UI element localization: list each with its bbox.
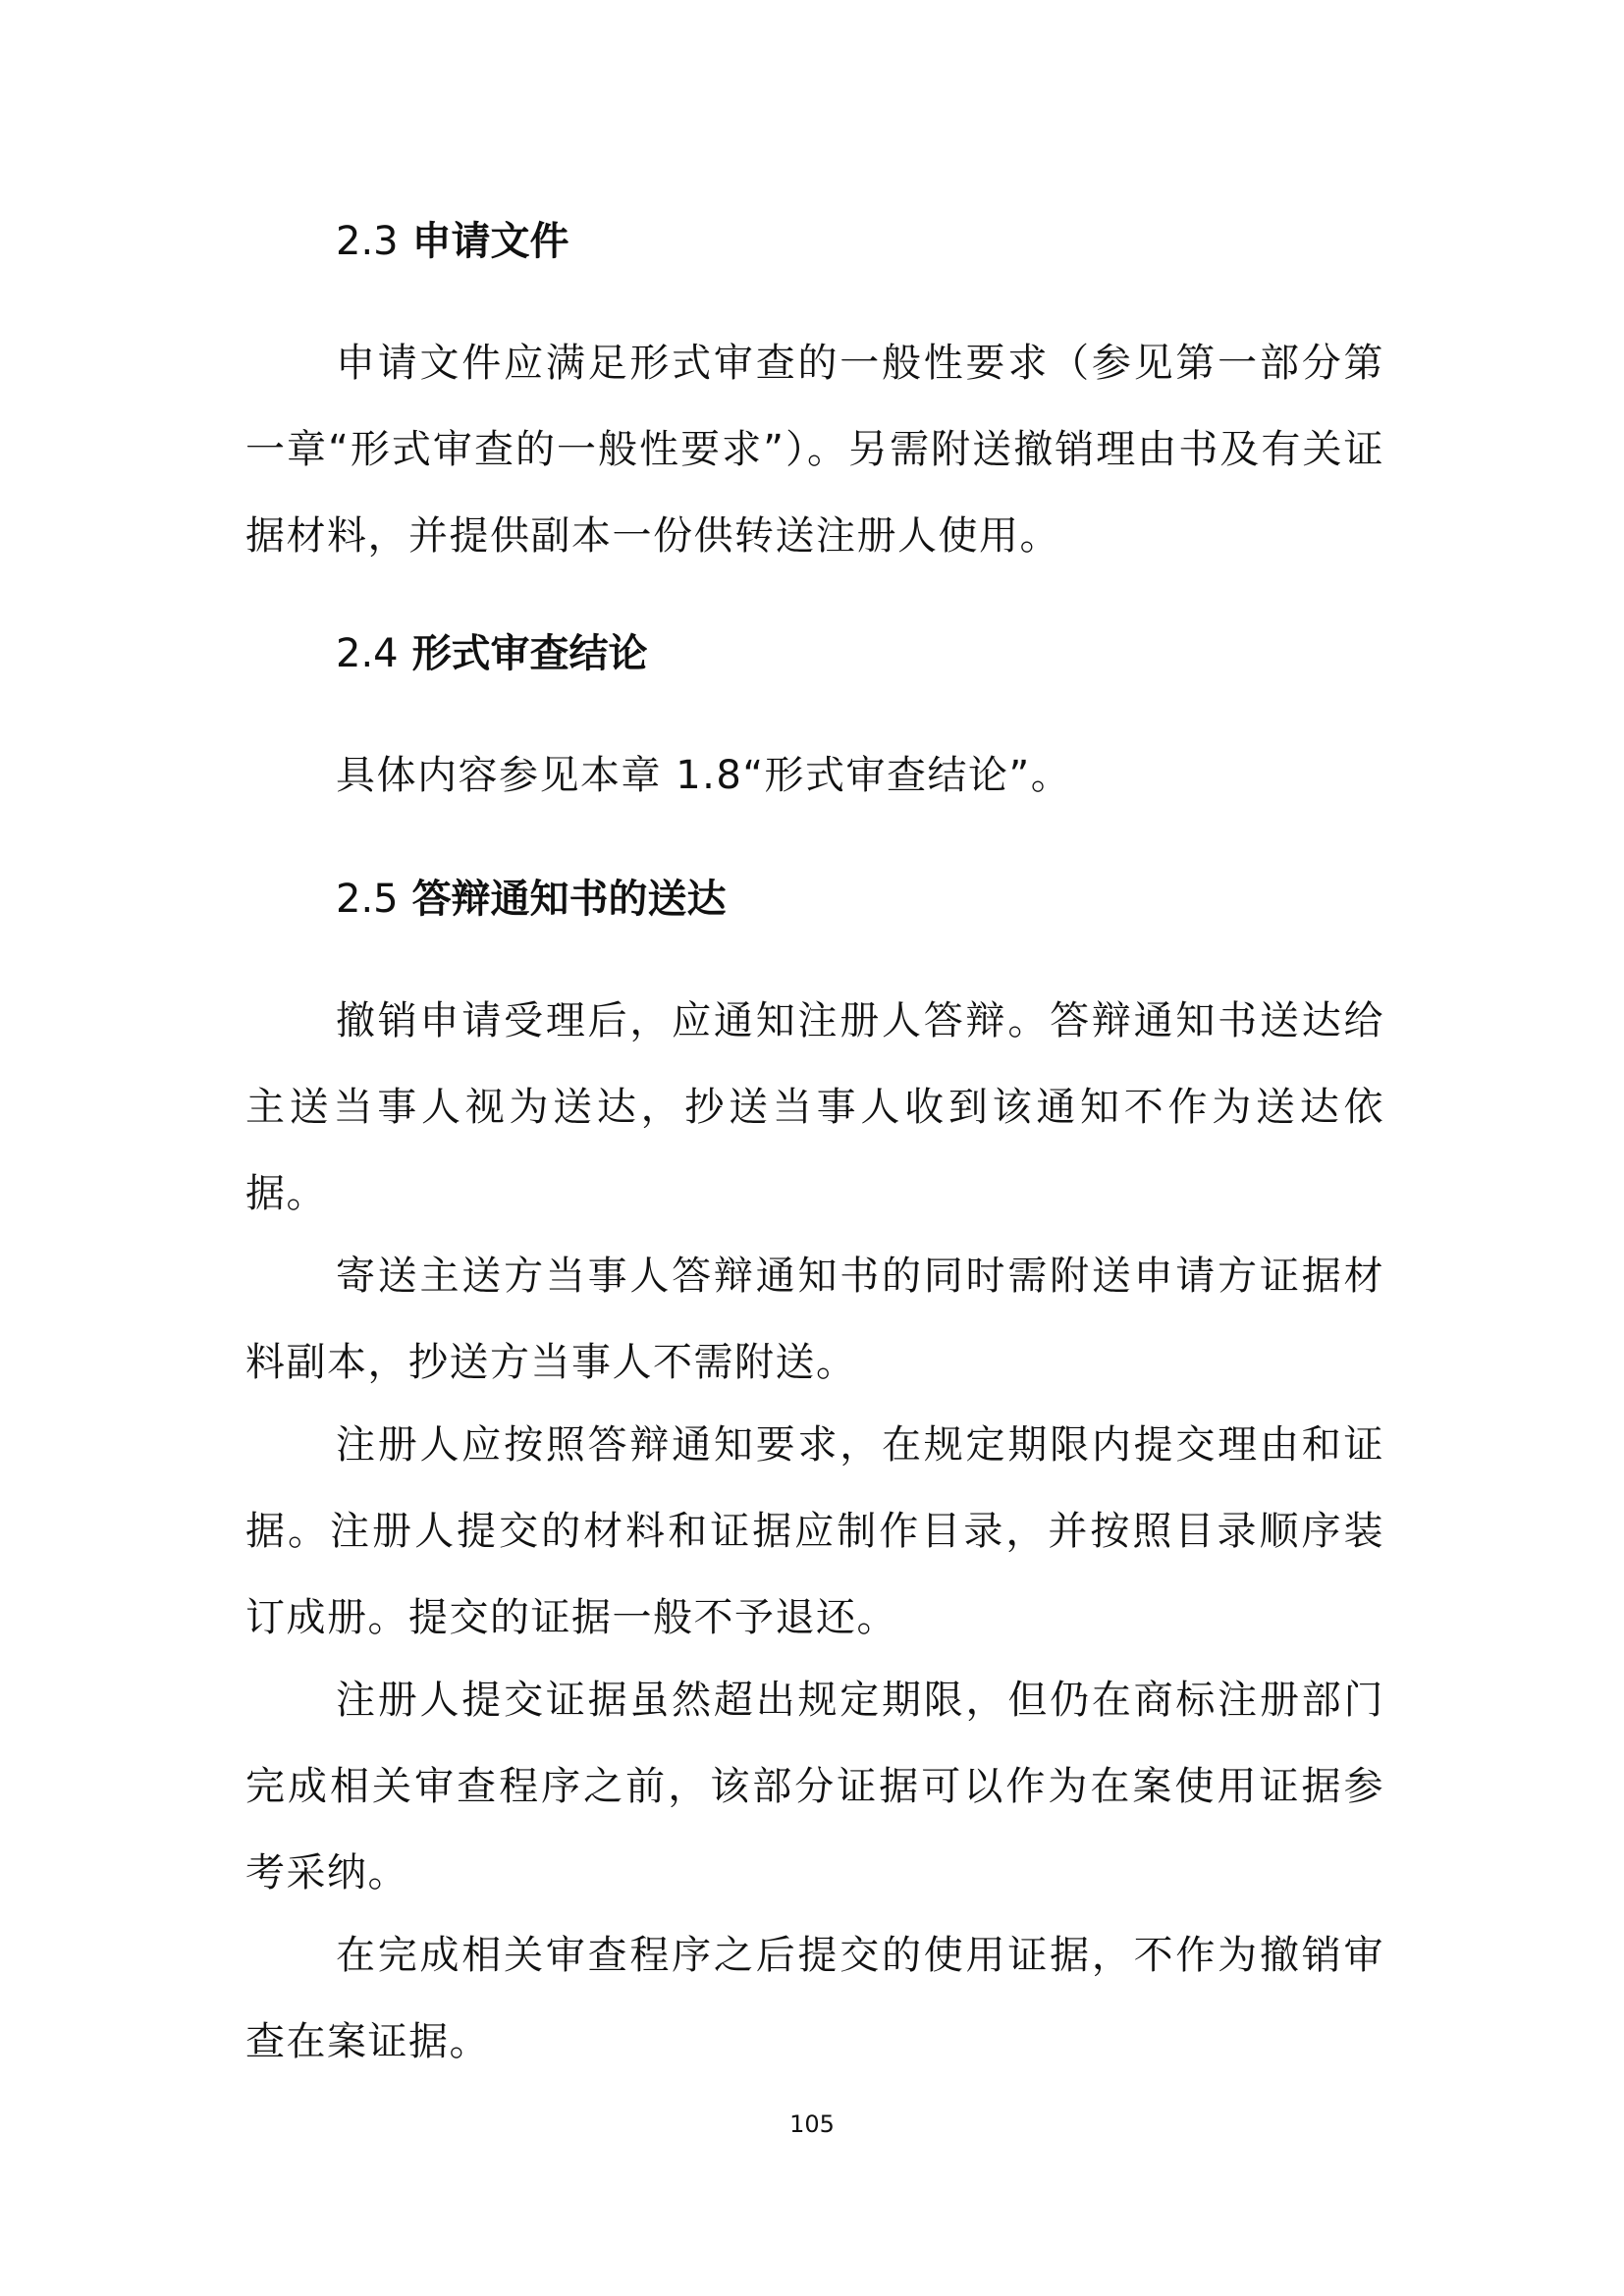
section-heading-2-3 [336, 212, 569, 271]
paragraph: 注册人应按照答辩通知要求，在规定期限内提交理由和证据。注册人提交的材料和证据应制作目录，并按照目录顺序装订成册。提交的证据一般不予退还。 [245, 1422, 1384, 1640]
section-title: 形式审查结论 [411, 631, 648, 676]
paragraph: 申请文件应满足形式审查的一般性要求（参见第一部分第一章“形式审查的一般性要求”）。另需附送撤销理由书及有关证据材料，并提供副本一份供转送注册人使用。 [245, 341, 1384, 559]
section-heading-2-4 [336, 624, 648, 683]
section-number: 2.3 [336, 219, 399, 264]
section-heading-2-5 [336, 870, 727, 929]
paragraph: 注册人提交证据虽然超出规定期限，但仍在商标注册部门完成相关审查程序之前，该部分证据可以作为在案使用证据参考采纳。 [245, 1678, 1384, 1896]
paragraph: 具体内容参见本章 1.8“形式审查结论”。 [336, 753, 1072, 798]
page-number: 105 [789, 2110, 835, 2138]
paragraph: 撤销申请受理后，应通知注册人答辩。答辩通知书送达给主送当事人视为送达，抄送当事人收到该通知不作为送达依据。 [245, 998, 1384, 1216]
section-number: 2.4 [336, 631, 399, 676]
paragraph: 在完成相关审查程序之后提交的使用证据，不作为撤销审查在案证据。 [245, 1933, 1384, 2064]
paragraph: 寄送主送方当事人答辩通知书的同时需附送申请方证据材料副本，抄送方当事人不需附送。 [245, 1254, 1384, 1385]
section-title: 答辩通知书的送达 [411, 877, 727, 922]
section-title: 申请文件 [411, 219, 569, 264]
section-number: 2.5 [336, 877, 399, 922]
